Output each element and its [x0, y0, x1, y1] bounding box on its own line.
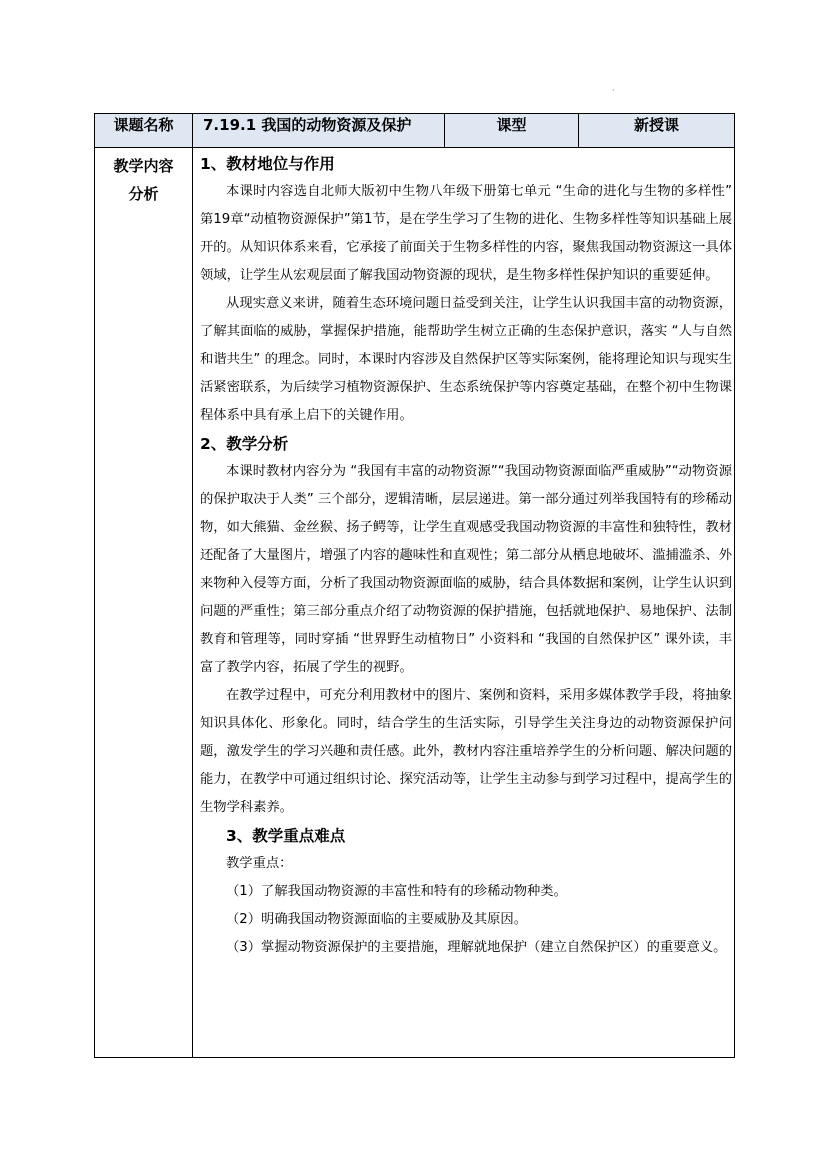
paragraph: 在教学过程中，可充分利用教材中的图片、案例和资料，采用多媒体教学手段，将抽象知识具体化、形象化。同时，结合学生的生活实际，引导学生关注身边的动物资源保护问题，激发学生的学习兴趣和责任感。此外，教材内容注重培养学生的分析问题、解决问题的能力，在教学中可通过组织讨论、探究活动等，让学生主动参与到学习过程中，提高学生的生物学科素养。 [200, 688, 732, 815]
section-title-teaching-analysis: 2、教学分析 [200, 435, 289, 453]
section-title-textbook-role: 1、教材地位与作用 [200, 155, 335, 173]
key-point-item: （1）了解我国动物资源的丰富性和特有的珍稀动物种类。 [226, 884, 567, 899]
course-name-value: 7.19.1 我国的动物资源及保护 [193, 114, 445, 148]
paragraph: 本课时内容选自北师大版初中生物八年级下册第七单元 “生命的进化与生物的多样性” 第19章“动植物资源保护”第1节，是在学生学习了生物的进化、生物多样性等知识基础上展开的。从知识体系来看，它承接了前面关于生物多样性的内容，聚焦我国动物资源这一具体领域，让学生从宏观层面了解我国动物资源的现状，是生物多样性保护知识的重要延伸。 [200, 184, 732, 283]
paragraph: 从现实意义来讲，随着生态环境问题日益受到关注，让学生认识我国丰富的动物资源，了解其面临的威胁，掌握保护措施，能帮助学生树立正确的生态保护意识，落实 “人与自然和谐共生” 的理念。同时，本课时内容涉及自然保护区等实际案例，能将理论知识与现实生活紧密联系，为后续学习植物资源保护、生态系统保护等内容奠定基础，在整个初中生物课程体系中具有承上启下的关键作用。 [200, 296, 732, 423]
key-point-item: （3）掌握动物资源保护的主要措施，理解就地保护（建立自然保护区）的重要意义。 [226, 940, 727, 955]
lesson-type-label: 课型 [445, 114, 579, 148]
paragraph: 本课时教材内容分为 “我国有丰富的动物资源”“我国动物资源面临严重威胁”“动物资源的保护取决于人类” 三个部分，逻辑清晰，层层递进。第一部分通过列举我国特有的珍稀动物，如大熊猫、金丝猴、扬子鳄等，让学生直观感受我国动物资源的丰富性和独特性，教材还配备了大量图片，增强了内容的趣味性和直观性；第二部分从栖息地破坏、滥捕滥杀、外来物种入侵等方面，分析了我国动物资源面临的威胁，结合具体数据和案例，让学生认识到问题的严重性；第三部分重点介绍了动物资源的保护措施，包括就地保护、易地保护、法制教育和管理等，同时穿插 “世界野生动植物日” 小资料和 “我国的自然保护区” 课外读，丰富了教学内容，拓展了学生的视野。 [200, 464, 732, 675]
lesson-type-value: 新授课 [579, 114, 735, 148]
analysis-label-line1: 教学内容 [113, 157, 174, 175]
analysis-row [95, 148, 735, 1058]
course-name-label: 课题名称 [95, 114, 193, 148]
section-title-key-points: 3、教学重点难点 [226, 827, 346, 845]
analysis-label-cell [95, 148, 193, 1058]
header-row [95, 114, 735, 148]
lesson-plan-table [94, 113, 735, 1058]
key-point-item: （2）明确我国动物资源面临的主要威胁及其原因。 [226, 912, 527, 927]
page-mark: · [612, 86, 615, 95]
key-points-label: 教学重点： [226, 856, 293, 871]
analysis-content [193, 148, 735, 1058]
analysis-label-line2: 分析 [128, 185, 159, 203]
